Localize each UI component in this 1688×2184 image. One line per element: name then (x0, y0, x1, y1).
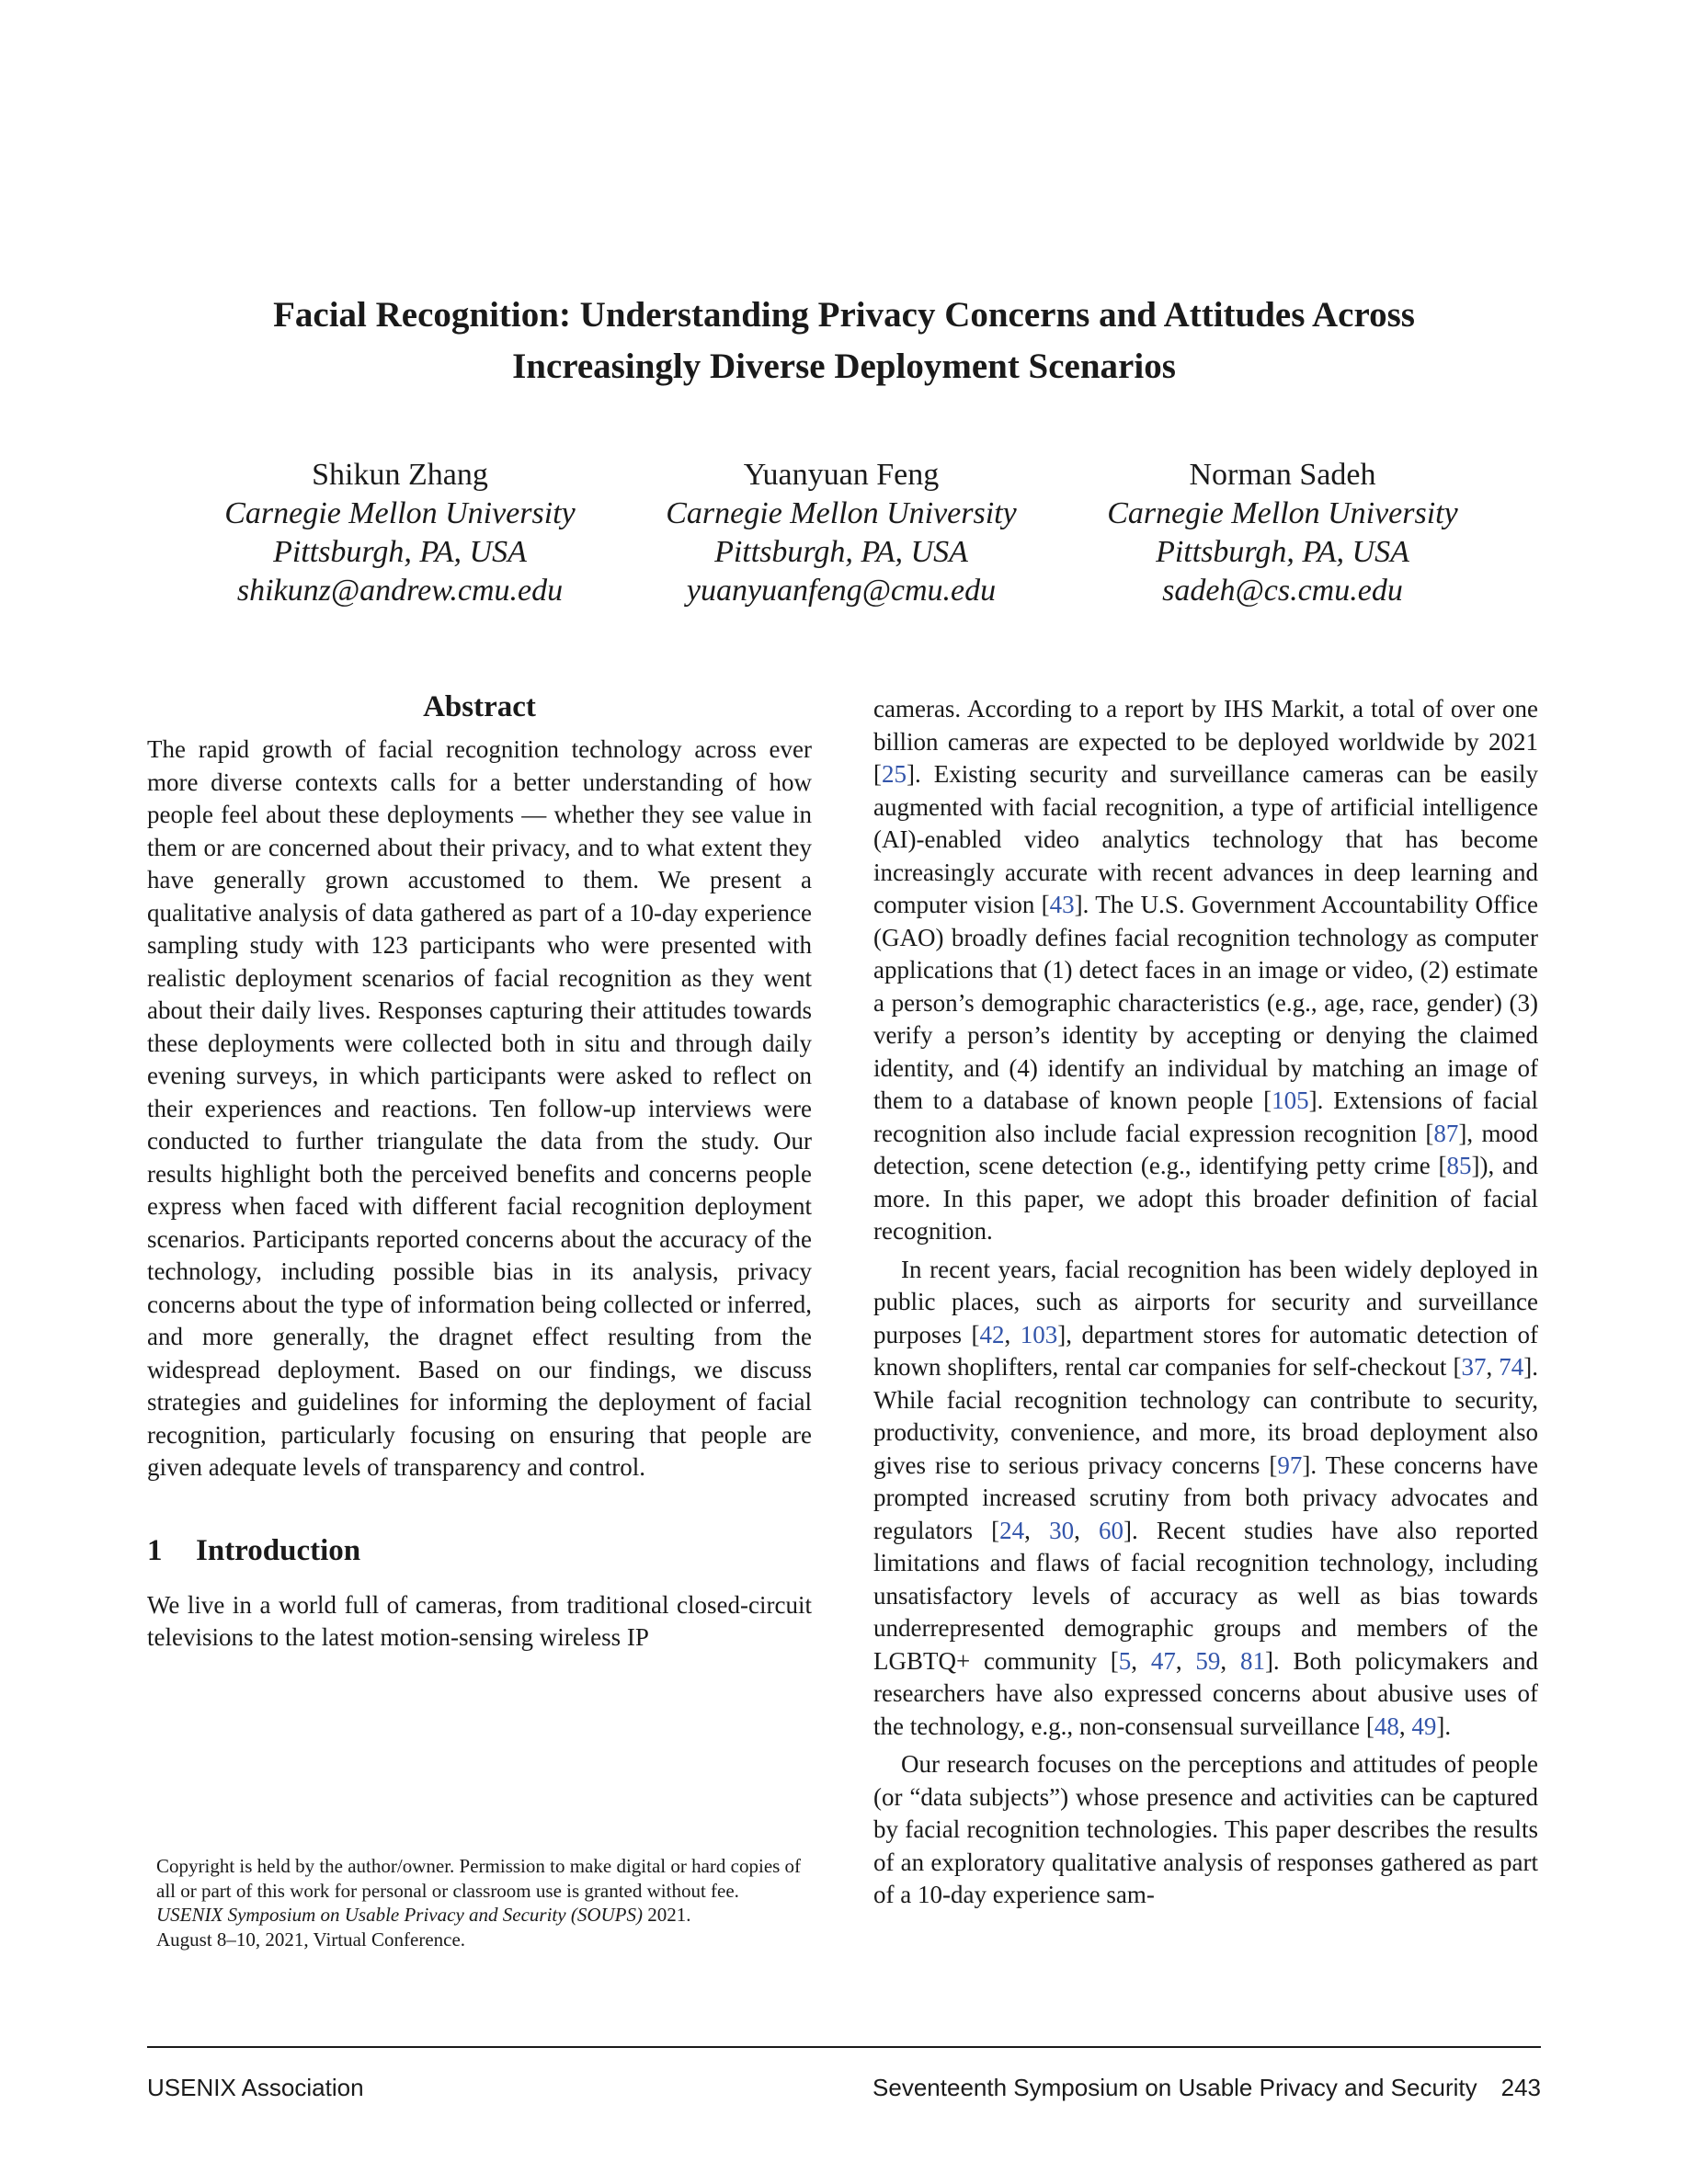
citation-link[interactable]: 97 (1277, 1450, 1303, 1479)
section-heading-introduction (147, 1530, 812, 1571)
footer-venue (873, 2073, 1541, 2102)
venue-name: USENIX Symposium on Usable Privacy and Security (SOUPS) (156, 1904, 643, 1926)
citation-link[interactable]: 49 (1411, 1712, 1437, 1740)
author-affiliation: Carnegie Mellon University (666, 496, 1017, 530)
venue-line (156, 1903, 818, 1928)
citation-link[interactable]: 47 (1150, 1646, 1176, 1675)
author-location: Pittsburgh, PA, USA (273, 535, 527, 569)
citation-link[interactable]: 74 (1499, 1353, 1524, 1381)
abstract-text: The rapid growth of facial recognition technology across ever more diverse contexts calls for a better understanding of how people feel about these deployments — whether they see value in them or are concerned about their privacy, and to what extent they have generally grown accustomed to them. We present a qualitative analysis of data gathered as part of a 10-day experience sampling study with 123 participants who were presented with realistic deployment scenarios of facial recognition as they went about their daily lives. Responses capturing their attitudes towards these deployments were collected both in situ and through daily evening surveys, in which participants were asked to reflect on their experiences and reactions. Ten follow-up interviews were conducted to further triangulate the data from the study. Our results highlight both the perceived benefits and concerns people express when faced with different facial recognition deployment scenarios. Participants reported concerns about the accuracy of the technology, including possible bias in its analysis, privacy concerns about the type of information being collected or inferred, and more generally, the dragnet effect resulting from the widespread deployment. Based on our findings, we discuss strategies and guidelines for informing the deployment of facial recognition, particularly focusing on ensuring that people are given adequate levels of transparency and control. (147, 735, 812, 1481)
title-line-1: Facial Recognition: Understanding Privacy Concerns and Attitudes Across (273, 295, 1415, 335)
citation-link[interactable]: 105 (1272, 1086, 1309, 1114)
citation-link[interactable]: 42 (979, 1320, 1005, 1348)
abstract-heading: Abstract (423, 690, 536, 723)
author-name: Shikun Zhang (312, 458, 488, 492)
left-column (147, 686, 812, 1655)
title-line-2: Increasingly Diverse Deployment Scenarios (512, 347, 1176, 386)
intro-paragraph-4: Our research focuses on the perceptions and attitudes of people (or “data subjects”) whose presence and activities can be captured by facial recognition technologies. This paper describes the results of an exploratory qualitative analysis of responses gathered as part of a 10-day experience sam- (873, 1750, 1538, 1908)
citation-link[interactable]: 81 (1239, 1646, 1265, 1675)
footer-association: USENIX Association (147, 2074, 364, 2101)
author-block-2 (625, 456, 1057, 610)
citation-link[interactable]: 24 (999, 1516, 1025, 1544)
author-location: Pittsburgh, PA, USA (1156, 535, 1409, 569)
citation-link[interactable]: 87 (1433, 1119, 1459, 1147)
intro-paragraph-2: cameras. According to a report by IHS Markit, a total of over one billion cameras are expected to be deployed worldwide by 2021 [25]. Existing security and surveillance cameras can be easily augmented with facial recognition, a type of artificial intelligence (AI)-enabled video analytics technology that has become increasingly accurate with recent advances in deep learning and computer vision [43]. The U.S. Government Accountability Office (GAO) broadly defines facial recognition technology as computer applications that (1) detect faces in an image or video, (2) estimate a person’s demographic characteristics (e.g., age, race, gender) (3) verify a person’s identity by accepting or denying the claimed identity, and (4) identify an individual by matching an image of them to a database of known people [105]. Extensions of facial recognition also include facial expression recognition [87], mood detection, scene detection (e.g., identifying petty crime [85]), and more. In this paper, we adopt this broader definition of facial recognition. (873, 695, 1538, 1245)
author-affiliation: Carnegie Mellon University (224, 496, 576, 530)
copyright-footnote (156, 1854, 818, 1951)
author-name: Yuanyuan Feng (743, 458, 940, 492)
citation-link[interactable]: 48 (1374, 1712, 1399, 1740)
author-email: sadeh@cs.cmu.edu (1162, 574, 1403, 608)
author-email: shikunz@andrew.cmu.edu (236, 574, 564, 608)
citation-link[interactable]: 25 (882, 760, 907, 788)
footer-venue-name: Seventeenth Symposium on Usable Privacy and Security (873, 2074, 1477, 2101)
citation-link[interactable]: 30 (1049, 1516, 1075, 1544)
author-name: Norman Sadeh (1189, 458, 1376, 492)
citation-link[interactable]: 5 (1118, 1646, 1132, 1675)
page-number: 243 (1500, 2074, 1541, 2101)
intro-paragraph-3: In recent years, facial recognition has been widely deployed in public places, such as airports for security and surveillance purposes [42, 103], department stores for automatic detection of known shoplifters, rental car companies for self-checkout [37, 74]. While facial recognition technology can contribute to security, productivity, convenience, and more, its broad deployment also gives rise to serious privacy concerns [97]. These concerns have prompted increased scrutiny from both privacy advocates and regulators [24, 30, 60]. Recent studies have also reported limitations and flaws of facial recognition technology, including unsatisfactory levels of accuracy as well as bias towards underrepresented demographic groups and members of the LGBTQ+ community [5, 47, 59, 81]. Both policymakers and researchers have also expressed concerns about abusive uses of the technology, e.g., non-consensual surveillance [48, 49]. (873, 1255, 1539, 1740)
citation-link[interactable]: 103 (1020, 1320, 1058, 1348)
citation-link[interactable]: 37 (1461, 1353, 1487, 1381)
venue-year: 2021. (642, 1904, 691, 1926)
citation-link[interactable]: 59 (1195, 1646, 1221, 1675)
right-column (873, 693, 1538, 1912)
author-block-3 (1066, 456, 1499, 610)
author-affiliation: Carnegie Mellon University (1107, 496, 1458, 530)
conference-dates: August 8–10, 2021, Virtual Conference. (156, 1928, 466, 1951)
author-email: yuanyuanfeng@cmu.edu (686, 574, 997, 608)
copyright-text: Copyright is held by the author/owner. Permission to make digital or hard copies of all or part of this work for personal or classroom use is granted without fee. (156, 1855, 802, 1902)
section-number: 1 (147, 1533, 163, 1567)
citation-link[interactable]: 60 (1099, 1516, 1124, 1544)
paper-title (147, 290, 1541, 392)
section-title: Introduction (196, 1533, 361, 1567)
footer-divider (147, 2046, 1541, 2048)
citation-link[interactable]: 85 (1446, 1152, 1472, 1179)
author-block-1 (184, 456, 616, 610)
citation-link[interactable]: 43 (1049, 891, 1075, 918)
author-location: Pittsburgh, PA, USA (714, 535, 968, 569)
intro-paragraph-1: We live in a world full of cameras, from traditional closed-circuit televisions to the latest motion-sensing wireless IP (147, 1590, 812, 1651)
